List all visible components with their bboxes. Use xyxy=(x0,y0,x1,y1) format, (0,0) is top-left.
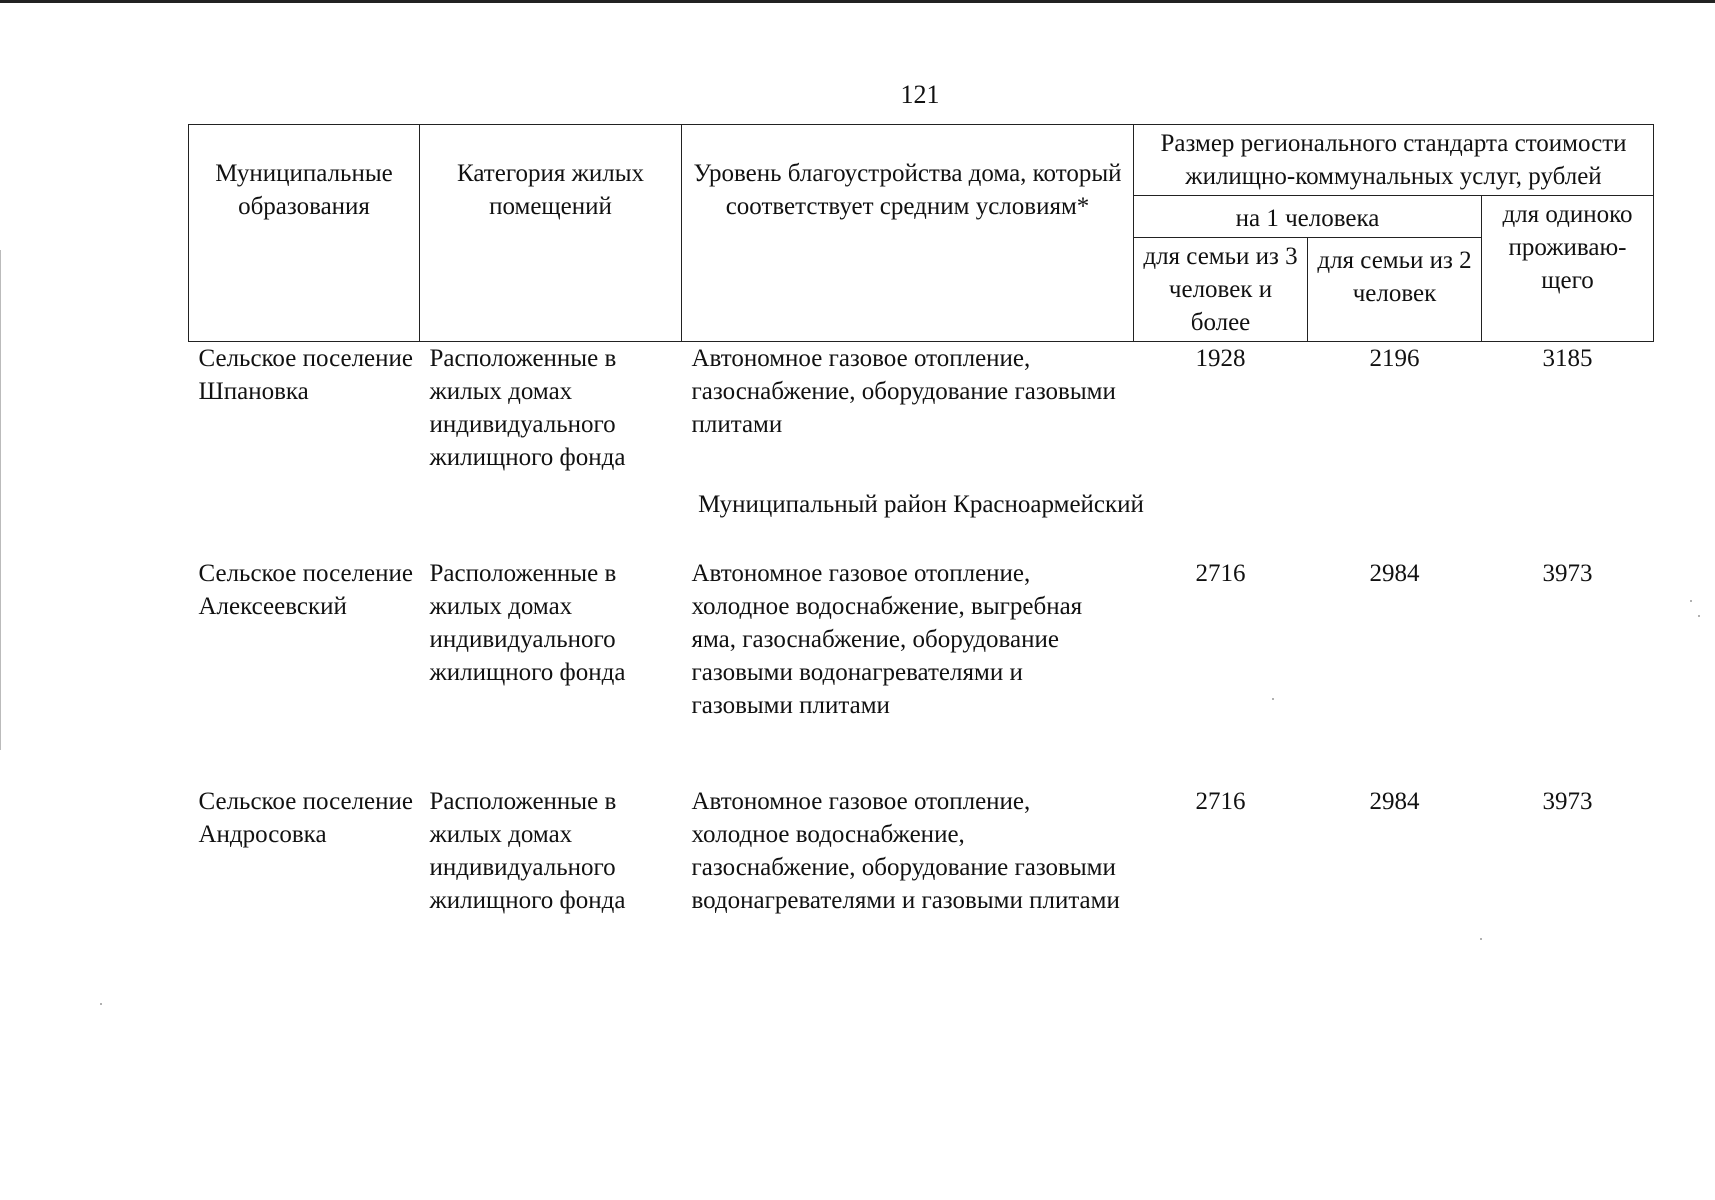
header-family-2: для семьи из 2 человек xyxy=(1308,238,1482,342)
scan-speck xyxy=(1690,600,1692,602)
scan-speck xyxy=(1480,938,1482,940)
table-row xyxy=(189,785,1654,917)
cell-family-3-plus: 1928 xyxy=(1195,345,1246,372)
scan-border-left xyxy=(0,250,1,750)
header-standard-size: Размер регионального стандарта стоимости жилищно-коммунальных услуг, рублей xyxy=(1134,125,1654,196)
section-heading-row xyxy=(189,474,1654,557)
header-municipality: Муниципальные образования xyxy=(189,125,420,342)
housing-standards-table xyxy=(188,124,1654,917)
cell-amenities: Автономное газовое отопление, холодное водоснабжение, газоснабжение, оборудование газовыми водонагревателями и газовыми плитами xyxy=(691,788,1120,914)
scan-speck xyxy=(100,1003,102,1005)
cell-amenities: Автономное газовое отопление, газоснабжение, оборудование газовыми плитами xyxy=(691,345,1116,438)
cell-single: 3973 xyxy=(1542,788,1593,815)
scan-speck xyxy=(1272,698,1274,700)
cell-category: Расположенные в жилых домах индивидуального жилищного фонда xyxy=(429,788,626,914)
table-row xyxy=(189,557,1654,785)
scan-border-top xyxy=(0,0,1715,3)
section-heading: Муниципальный район Красноармейский xyxy=(698,491,1144,518)
cell-family-2: 2196 xyxy=(1369,345,1420,372)
cell-family-2: 2984 xyxy=(1369,788,1420,815)
header-single-resident: для одиноко проживаю-щего xyxy=(1482,196,1654,342)
cell-amenities: Автономное газовое отопление, холодное водоснабжение, выгребная яма, газоснабжение, оборудование газовыми водонагревателями и газовыми плитами xyxy=(691,560,1083,719)
cell-family-3-plus: 2716 xyxy=(1195,788,1246,815)
scan-speck xyxy=(1698,615,1700,617)
header-category: Категория жилых помещений xyxy=(420,125,682,342)
table-header xyxy=(189,125,1654,342)
table-body xyxy=(189,342,1654,918)
cell-category: Расположенные в жилых домах индивидуального жилищного фонда xyxy=(429,560,626,686)
cell-category: Расположенные в жилых домах индивидуального жилищного фонда xyxy=(429,345,626,471)
cell-municipality: Сельское поселение Шпановка xyxy=(198,345,414,405)
cell-family-3-plus: 2716 xyxy=(1195,560,1246,587)
cell-municipality: Сельское поселение Алексеевский xyxy=(198,560,414,620)
table-row xyxy=(189,342,1654,475)
cell-single: 3973 xyxy=(1542,560,1593,587)
header-amenities: Уровень благоустройства дома, который соответствует средним условиям* xyxy=(682,125,1134,342)
cell-single: 3185 xyxy=(1542,345,1593,372)
header-family-3-plus: для семьи из 3 человек и более xyxy=(1134,238,1308,342)
page-number: 121 xyxy=(900,80,940,109)
cell-municipality: Сельское поселение Андросовка xyxy=(198,788,414,848)
header-per-person: на 1 человека xyxy=(1134,196,1482,238)
cell-family-2: 2984 xyxy=(1369,560,1420,587)
